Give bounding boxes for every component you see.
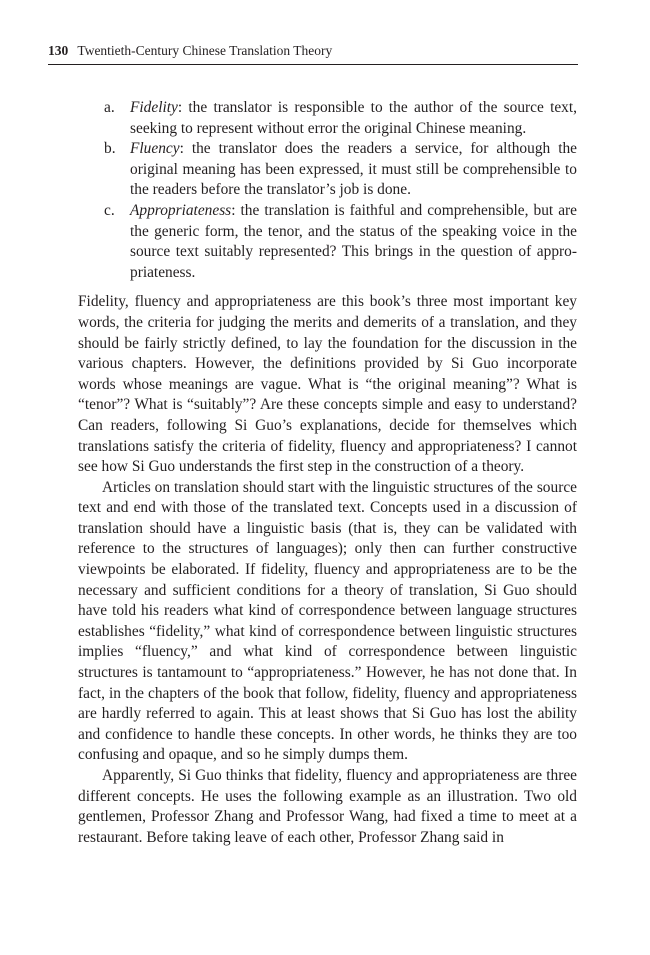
running-head bbox=[48, 42, 578, 60]
list-item-appropriateness bbox=[78, 201, 577, 283]
list-text: : the translation is faithful and comprehensible, but are the generic form, the tenor, and the status of the speaking voice in the source text suitably represented? This brings in the question of appropriateness. bbox=[130, 201, 577, 281]
paragraph: Articles on translation should start with the linguistic structures of the source text and end with those of the translated text. Concepts used in a discussion of translation should have a linguistic basis (that is, they can be validated with reference to the structures of languages); only then can further constructive viewpoints be elaborated. If fidelity, fluency and appropriateness are to be the necessary and sufficient conditions for a theory of translation, Si Guo should have told his readers what kind of correspondence between language structures establishes “fidelity,” what kind of correspondence between linguistic structures implies “fluency,” and what kind of correspondence between linguistic structures is tantamount to “appropriateness.” However, he has not done that. In fact, in the chapters of the book that follow, fidelity, fluency and appropriateness are hardly referred to again. This at least shows that Si Guo has lost the ability and confidence to handle these concepts. In other words, he thinks they are too confusing and opaque, and so he simply dumps them. bbox=[78, 478, 577, 764]
list-term: Appropriateness bbox=[130, 201, 232, 219]
list-text: : the translator is responsible to the author of the source text, seeking to represent without error the original Chinese meaning. bbox=[130, 99, 577, 137]
list-term: Fidelity bbox=[130, 99, 178, 116]
list-term: Fluency bbox=[130, 140, 180, 158]
paragraph: Apparently, Si Guo thinks that fidelity, fluency and appropriateness are three different concepts. He uses the following example as an illustration. Two old gentlemen, Professor Zhang and Professor Wang, had fixed a time to meet at a restaurant. Before taking leave of each other, Professor Zhang said in bbox=[78, 767, 577, 846]
paragraph: Fidelity, fluency and appropriateness are this book’s three most important key words, the criteria for judging the merits and demerits of a translation, and they should be fairly strictly defined, to lay the foundation for the discussion in the various chapters. However, the definitions provided by Si Guo incorporate words whose meanings are vague. What is “the original meaning”? What is “tenor”? What is “suitably”? Are these concepts simple and easy to understand? Can readers, following Si Guo’s explanations, decide for themselves which translations satisfy the criteria of fidelity, fluency and appropriateness? I cannot see how Si Guo understands the first step in the construction of a theory. bbox=[78, 293, 577, 476]
definition-list bbox=[78, 98, 577, 283]
header-rule bbox=[48, 64, 578, 65]
page-number: 130 bbox=[48, 43, 69, 58]
running-head-title: Twentieth-Century Chinese Translation Theory bbox=[77, 43, 333, 58]
list-marker: b. bbox=[104, 140, 116, 158]
list-item-fluency bbox=[78, 139, 577, 201]
list-marker: a. bbox=[104, 99, 115, 116]
list-item-fidelity bbox=[78, 98, 577, 139]
list-marker: c. bbox=[104, 201, 115, 219]
body-text bbox=[78, 98, 577, 848]
list-text: : the translator does the readers a service, for although the original meaning has been expressed, it must still be comprehensible to the readers before the translator’s job is done. bbox=[130, 140, 577, 199]
